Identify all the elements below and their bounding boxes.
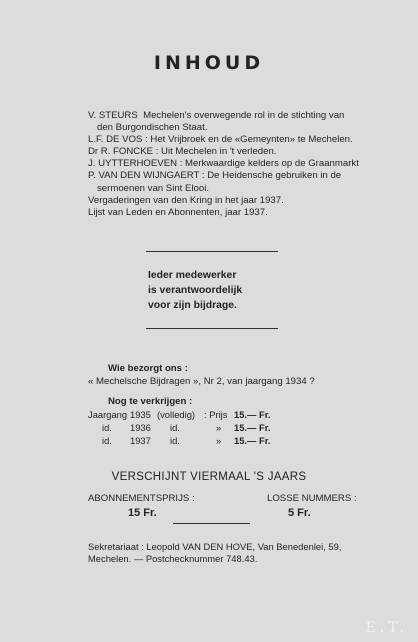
notice-line: is verantwoordelijk: [148, 285, 243, 296]
frequency-heading: VERSCHIJNT VIERMAAL 'S JAARS: [111, 471, 307, 483]
toc-entry: [88, 195, 398, 207]
table-cell: 1936: [130, 422, 151, 433]
watermark: E.T.: [365, 620, 408, 636]
table-cell: Jaargang: [88, 409, 128, 420]
toc-title-line: De Heidensche gebruiken in de: [207, 170, 342, 182]
toc-title-line: sermoenen van Sint Elooi.: [97, 182, 209, 194]
responsibility-notice: [148, 268, 348, 313]
toc-entry: P. VAN DEN WIJNGAERT : De Heidensche gebruiken in de sermoenen van Sint Elooi.: [88, 170, 398, 194]
notice-line: Ieder medewerker: [148, 270, 237, 281]
table-cell-price: 15.— Fr.: [234, 422, 271, 433]
divider: [173, 523, 250, 524]
toc-title-line: Mechelen's overwegende rol in de stichting van: [143, 110, 345, 121]
toc-entry: L.F. DE VOS : Het Vrijbroek en de «Gemeynten» te Mechelen.: [88, 134, 353, 146]
notice-line: voor zijn bijdrage.: [148, 300, 237, 311]
toc-author: J. UYTTERHOEVEN: [88, 158, 178, 170]
subscription-price: 15 Fr.: [128, 507, 157, 519]
table-cell: id.: [170, 435, 180, 446]
subscription-label: ABONNEMENTSPRIJS :: [88, 493, 195, 504]
toc-entry: [88, 207, 398, 219]
table-cell: »: [216, 435, 222, 446]
table-cell: »: [216, 422, 222, 433]
toc-title-line: Vergaderingen van den Kring in het jaar 1937.: [88, 194, 284, 206]
table-cell: 1935: [130, 409, 151, 420]
secretariat-line: Mechelen. — Postchecknummer 748.43.: [88, 553, 258, 564]
table-cell: id.: [102, 435, 112, 446]
page-title: INHOUD: [153, 52, 265, 74]
table-cell-price: 15.— Fr.: [234, 435, 271, 446]
toc-title-line: Het Vrijbroek en de «Gemeynten» te Mechelen.: [150, 134, 353, 146]
wanted-text: « Mechelsche Bijdragen », Nr 2, van jaargang 1934 ?: [88, 376, 315, 387]
toc-title-line: Lijst van Leden en Abonnenten, jaar 1937.: [88, 206, 268, 218]
toc-entry: Dr R. FONCKE : Uit Mechelen in 't verleden.: [88, 146, 277, 158]
single-issue-label: LOSSE NUMMERS :: [267, 493, 357, 504]
toc-title-line: Merkwaardige kelders op de Graanmarkt: [185, 158, 359, 170]
table-cell: id.: [170, 422, 180, 433]
table-of-contents: [88, 110, 398, 219]
secretariat-line: Sekretariaat : Leopold VAN DEN HOVE, Van Benedenlei, 59,: [88, 541, 342, 552]
table-cell-price: 15.— Fr.: [234, 409, 271, 420]
toc-author: Dr R. FONCKE: [88, 146, 154, 158]
toc-author: V. STEURS: [88, 110, 138, 121]
toc-title-line: den Burgondischen Staat.: [97, 122, 208, 134]
table-cell: (volledig): [157, 409, 196, 420]
toc-entry: [88, 110, 398, 134]
toc-author: L.F. DE VOS: [88, 134, 143, 146]
wanted-label: Wie bezorgt ons :: [108, 363, 188, 374]
available-label: Nog te verkrijgen :: [108, 396, 193, 407]
single-issue-price: 5 Fr.: [288, 507, 311, 519]
table-cell: : Prijs: [204, 409, 228, 420]
divider: [146, 251, 278, 252]
toc-entry: J. UYTTERHOEVEN : Merkwaardige kelders op de Graanmarkt: [88, 158, 359, 170]
toc-author: P. VAN DEN WIJNGAERT: [88, 170, 200, 182]
divider: [146, 328, 278, 329]
toc-title-line: Uit Mechelen in 't verleden.: [161, 146, 277, 158]
table-cell: 1937: [130, 435, 151, 446]
table-cell: id.: [102, 422, 112, 433]
